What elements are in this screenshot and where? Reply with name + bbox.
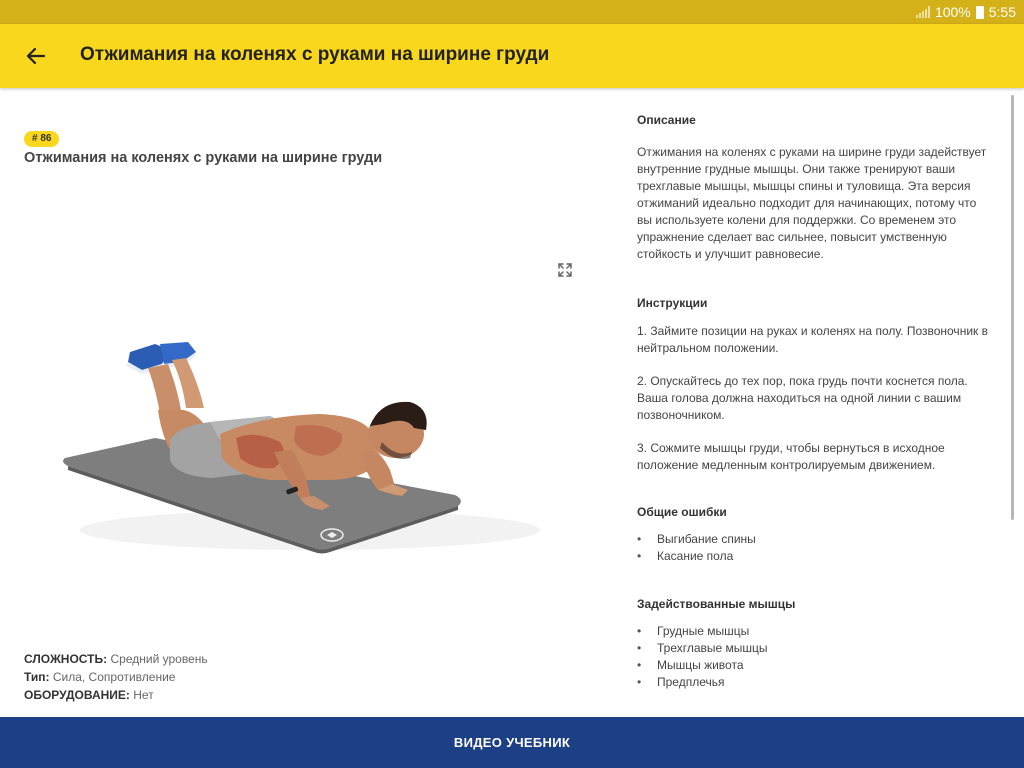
list-item: • Выгибание спины	[637, 531, 993, 548]
instruction-step: 1. Займите позиции на руках и коленях на полу. Позвоночник в нейтральном положении.	[637, 324, 988, 355]
exercise-meta	[24, 650, 208, 704]
description-text: Отжимания на коленях с руками на ширине груди задействует внутренние грудные мышцы. Они также тренируют ваши трехглавые мышцы, мышцы спины и туловища. Эта версия отжиманий идеально подходит для начинающих, потому что вы используете колени для поддержки. Со временем это упражнение сделает вас сильнее, повысит умственную стойкость и улучшит равновесие.	[637, 145, 987, 261]
scrollbar[interactable]	[1011, 95, 1014, 520]
clock: 5:55	[988, 4, 1016, 20]
description-heading: Описание	[637, 113, 696, 127]
list-item: • Касание пола	[637, 548, 993, 565]
meta-equipment: ОБОРУДОВАНИЕ: Нет	[24, 688, 154, 702]
battery-icon	[976, 6, 984, 19]
arrow-left-icon	[16, 38, 56, 74]
muscles-heading: Задействованные мышцы	[637, 597, 796, 611]
video-tutorial-button[interactable]: ВИДЕО УЧЕБНИК	[0, 717, 1024, 768]
signal-icon	[916, 6, 930, 18]
mistakes-list	[637, 531, 993, 565]
meta-difficulty: СЛОЖНОСТЬ: Средний уровень	[24, 652, 208, 666]
instructions-heading: Инструкции	[637, 296, 708, 310]
meta-type: Тип: Сила, Сопротивление	[24, 670, 176, 684]
page-title: Отжимания на коленях с руками на ширине груди	[80, 44, 550, 65]
status-bar	[0, 0, 1024, 24]
expand-icon	[557, 262, 573, 278]
instruction-step: 2. Опускайтесь до тех пор, пока грудь почти коснется пола. Ваша голова должна находиться на одной линии с вашим позвоночником.	[637, 374, 968, 422]
list-item: • Трехглавые мышцы	[637, 640, 993, 657]
battery-percent: 100%	[934, 4, 971, 20]
back-button[interactable]	[16, 38, 56, 74]
details-panel[interactable]	[637, 112, 993, 716]
list-item: • Предплечья	[637, 674, 993, 691]
mistakes-heading: Общие ошибки	[637, 505, 727, 519]
exercise-number-badge: # 86	[24, 131, 59, 147]
instructions-list	[637, 323, 993, 474]
exercise-illustration	[60, 330, 540, 570]
list-item: • Мышцы живота	[637, 657, 993, 674]
muscles-list	[637, 623, 993, 691]
list-item: • Грудные мышцы	[637, 623, 993, 640]
fullscreen-button[interactable]	[557, 262, 573, 278]
instruction-step: 3. Сожмите мышцы груди, чтобы вернуться в исходное положение медленным контролируемым движением.	[637, 441, 945, 472]
status-indicators	[916, 4, 1016, 20]
app-bar	[0, 24, 1024, 88]
exercise-title: Отжимания на коленях с руками на ширине груди	[24, 150, 383, 166]
